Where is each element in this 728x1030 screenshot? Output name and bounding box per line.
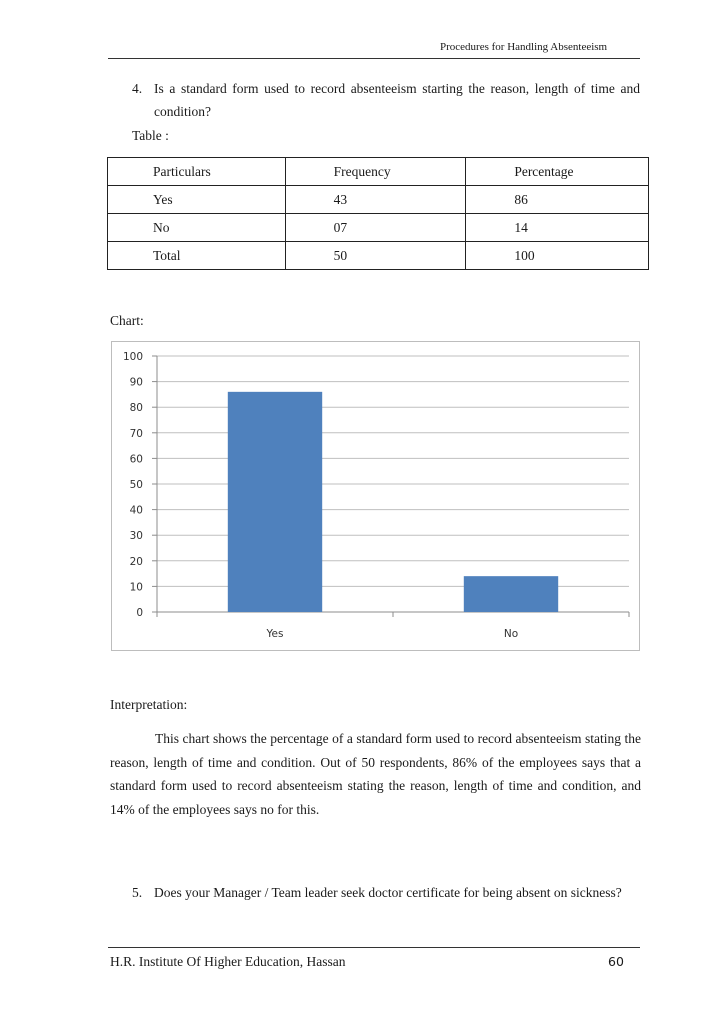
y-tick-label: 10 <box>129 581 143 594</box>
y-tick-label: 70 <box>129 427 143 440</box>
x-tick-label: No <box>503 628 519 640</box>
table-cell: No <box>108 214 286 242</box>
table-cell: 14 <box>466 214 649 242</box>
data-table <box>107 157 649 270</box>
y-tick-label: 40 <box>129 504 143 517</box>
table-row <box>108 242 649 270</box>
table-header-cell: Frequency <box>285 158 466 186</box>
table-cell: 43 <box>285 186 466 214</box>
question-number: 4. <box>132 81 143 96</box>
bar-no <box>464 576 558 612</box>
table-row <box>108 186 649 214</box>
table-cell: 50 <box>285 242 466 270</box>
y-tick-label: 0 <box>136 607 143 619</box>
running-header: Procedures for Handling Absenteeism <box>440 41 608 53</box>
bar-chart <box>111 341 640 651</box>
question-5 <box>132 881 640 904</box>
interpretation-body: This chart shows the percentage of a standard form used to record absenteeism stating the reason, length of time and condition. Out of 50 respondents, 86% of the employees says that a standard form used to record absenteeism stating the reason, length of time and condition, and 14% of the employees says no for this. <box>110 731 641 817</box>
question-4 <box>132 77 640 123</box>
table-cell: Yes <box>108 186 286 214</box>
y-tick-label: 20 <box>129 555 143 568</box>
y-tick-label: 60 <box>129 453 143 466</box>
y-tick-label: 30 <box>129 530 143 543</box>
table-cell: Total <box>108 242 286 270</box>
y-tick-label: 50 <box>129 479 143 491</box>
chart-svg <box>112 342 641 652</box>
bar-yes <box>228 392 322 612</box>
y-tick-label: 80 <box>129 402 143 415</box>
table-title: Table : <box>132 128 169 143</box>
table-header-cell: Particulars <box>108 158 286 186</box>
y-tick-label: 100 <box>122 351 143 363</box>
table-header-row <box>108 158 649 186</box>
footer-institution: H.R. Institute Of Higher Education, Hassan <box>110 954 346 969</box>
table-header-cell: Percentage <box>466 158 649 186</box>
footer-rule <box>108 947 640 948</box>
page-number: 60 <box>608 954 624 969</box>
table-cell: 100 <box>466 242 649 270</box>
question-number: 5. <box>132 885 143 900</box>
question-text: Is a standard form used to record absenteeism starting the reason, length of time and condition? <box>154 81 640 119</box>
table-row <box>108 214 649 242</box>
chart-label: Chart: <box>110 313 144 328</box>
interpretation-title: Interpretation: <box>110 697 188 712</box>
question-text: Does your Manager / Team leader seek doctor certificate for being absent on sickness? <box>154 885 622 900</box>
header-rule <box>108 58 640 59</box>
table-cell: 07 <box>285 214 466 242</box>
table-cell: 86 <box>466 186 649 214</box>
x-tick-label: Yes <box>266 628 284 640</box>
y-tick-label: 90 <box>129 376 143 389</box>
